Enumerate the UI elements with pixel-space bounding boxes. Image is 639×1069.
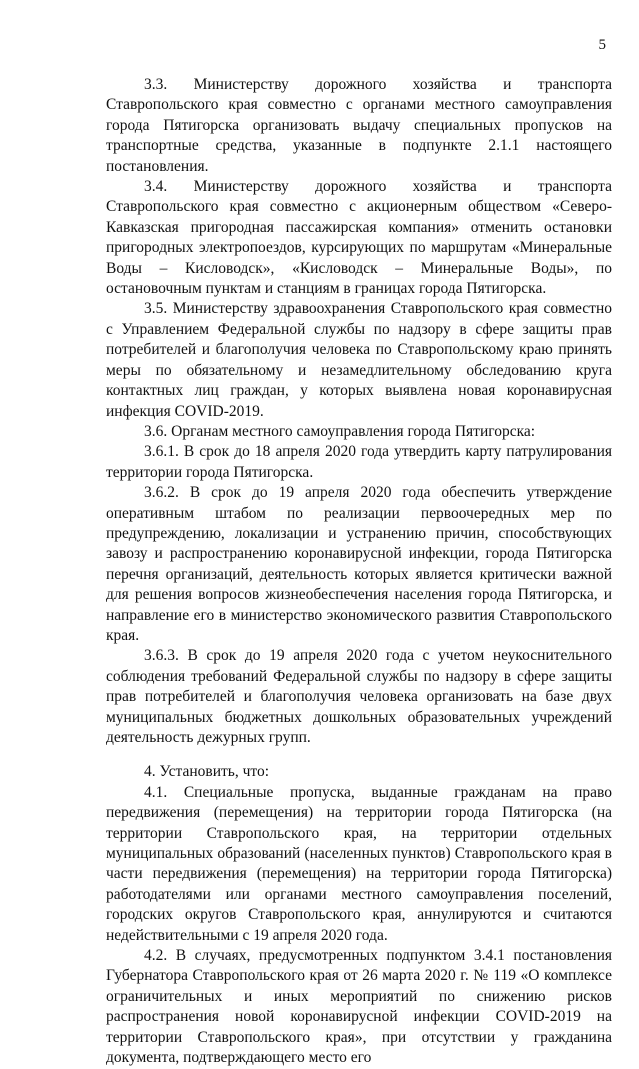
document-body xyxy=(106,75,612,1069)
paragraph-3-5: 3.5. Министерству здравоохранения Ставропольского края совместно с Управлением Федеральной службы по надзору в сфере защиты прав потребителей и благополучия человека по Ставропольскому краю принять меры по обязательному и незамедлительному обследованию круга контактных лиц граждан, у которых выявлена новая коронавирусная инфекция COVID-2019. xyxy=(106,300,612,420)
page-number: 5 xyxy=(598,37,606,53)
paragraph-4-1: 4.1. Специальные пропуска, выданные гражданам на право передвижения (перемещения) на территории города Пятигорска (на территории Ставропольского края, на территории отдельных муниципальных образований (населенных пунктов) Ставропольского края в части передвижения (перемещения) на территории города Пятигорска) работодателями или органами местного самоуправления поселений, городских округов Ставропольского края, аннулируются и считаются недействительными с 19 апреля 2020 года. xyxy=(106,783,612,944)
paragraph-3-6-1: 3.6.1. В срок до 18 апреля 2020 года утвердить карту патрулирования территории города Пятигорска. xyxy=(106,443,612,481)
paragraph-3-4: 3.4. Министерству дорожного хозяйства и транспорта Ставропольского края совместно с акционерным обществом «Северо-Кавказская пригородная пассажирская компания» отменить остановки пригородных электропоездов, курсирующих по маршрутам «Минеральные Воды – Кисловодск», «Кисловодск – Минеральные Воды», по остановочным пунктам и станциям в границах города Пятигорска. xyxy=(106,178,612,298)
paragraph-3-6: 3.6. Органам местного самоуправления города Пятигорска: xyxy=(144,422,536,440)
paragraph-4: 4. Установить, что: xyxy=(144,763,270,781)
paragraph-3-6-2: 3.6.2. В срок до 19 апреля 2020 года обеспечить утверждение оперативным штабом по реализации первоочередных мер по предупреждению, локализации и устранению причин, способствующих завозу и распространению коронавирусной инфекции, города Пятигорска перечня организаций, деятельность которых является критически важной для решения вопросов жизнеобеспечения населения города Пятигорска, и направление его в министерство экономического развития Ставропольского края. xyxy=(106,484,612,644)
paragraph-4-2: 4.2. В случаях, предусмотренных подпунктом 3.4.1 постановления Губернатора Ставропольского края от 26 марта 2020 г. № 119 «О комплексе ограничительных и иных мероприятий по снижению рисков распространения новой коронавирусной инфекции COVID-2019 на территории Ставропольского края», при отсутствии у гражданина документа, подтверждающего место его xyxy=(106,947,612,1067)
paragraph-3-3: 3.3. Министерству дорожного хозяйства и транспорта Ставропольского края совместно с органами местного самоуправления города Пятигорска организовать выдачу специальных пропусков на транспортные средства, указанные в подпункте 2.1.1 настоящего постановления. xyxy=(106,76,612,175)
paragraph-3-6-3: 3.6.3. В срок до 19 апреля 2020 года с учетом неукоснительного соблюдения требований Федеральной службы по надзору в сфере защиты прав потребителей и благополучия человека организовать на базе двух муниципальных бюджетных дошкольных образовательных учреждений деятельность дежурных групп. xyxy=(106,647,612,746)
